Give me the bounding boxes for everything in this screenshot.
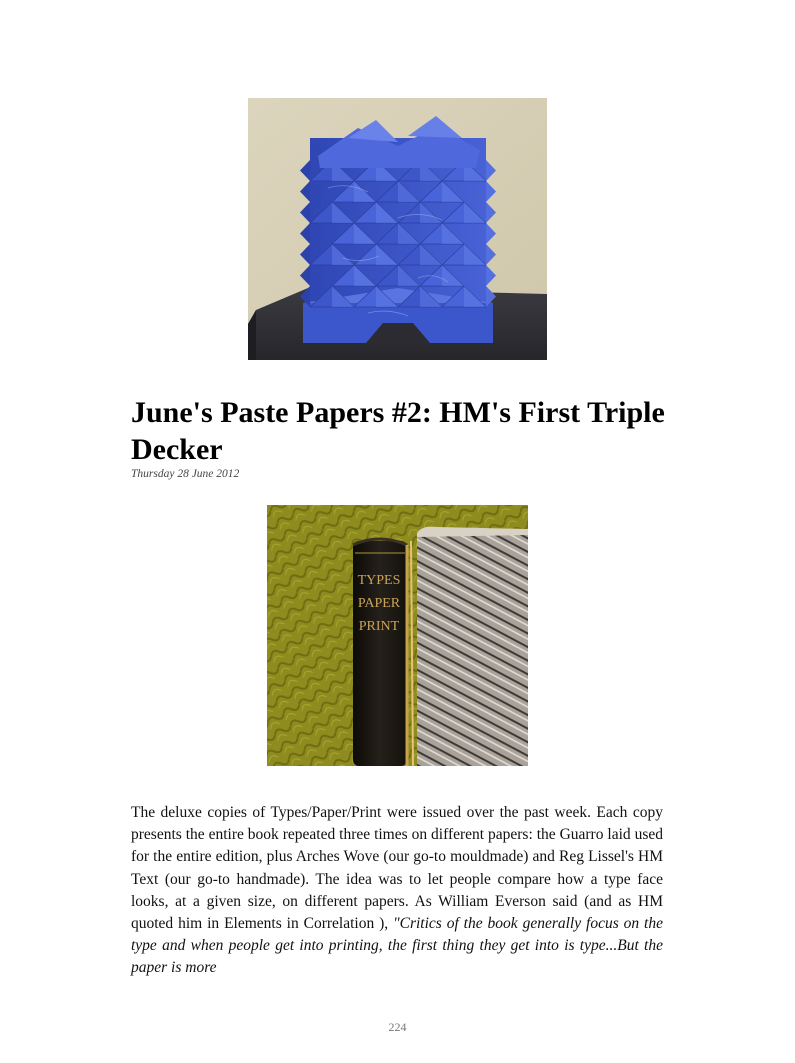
book-spine-photo [267,505,528,766]
spine-title-line-1: TYPES [357,573,401,588]
article-date: Thursday 28 June 2012 [131,468,240,480]
article-title: June's Paste Papers #2: HM's First Triple Decker [131,396,665,466]
spine-title-line-2: PAPER [357,596,401,611]
article-body [131,802,663,980]
page-number: 224 [388,1020,407,1034]
spine-title-line-3: PRINT [358,619,400,634]
blue-paper-sculpture-photo [248,98,547,360]
body-paragraph: The deluxe copies of Types/Paper/Print were issued over the past week. Each copy presents the entire book repeated three times on different papers: the Guarro laid used for the entire edition, plus Arches Wove (our go-to mouldmade) and Reg Lissel's HM Text (our go-to handmade). The idea was to let people compare how a type face looks, at a given size, on different papers. As William Everson said (and as HM quoted him in Elements in Correlation ), [131,804,663,933]
everson-quote: "Critics of the book generally focus on the type and when people get into printing, the first thing they get into is type...But the paper is more [131,915,663,977]
